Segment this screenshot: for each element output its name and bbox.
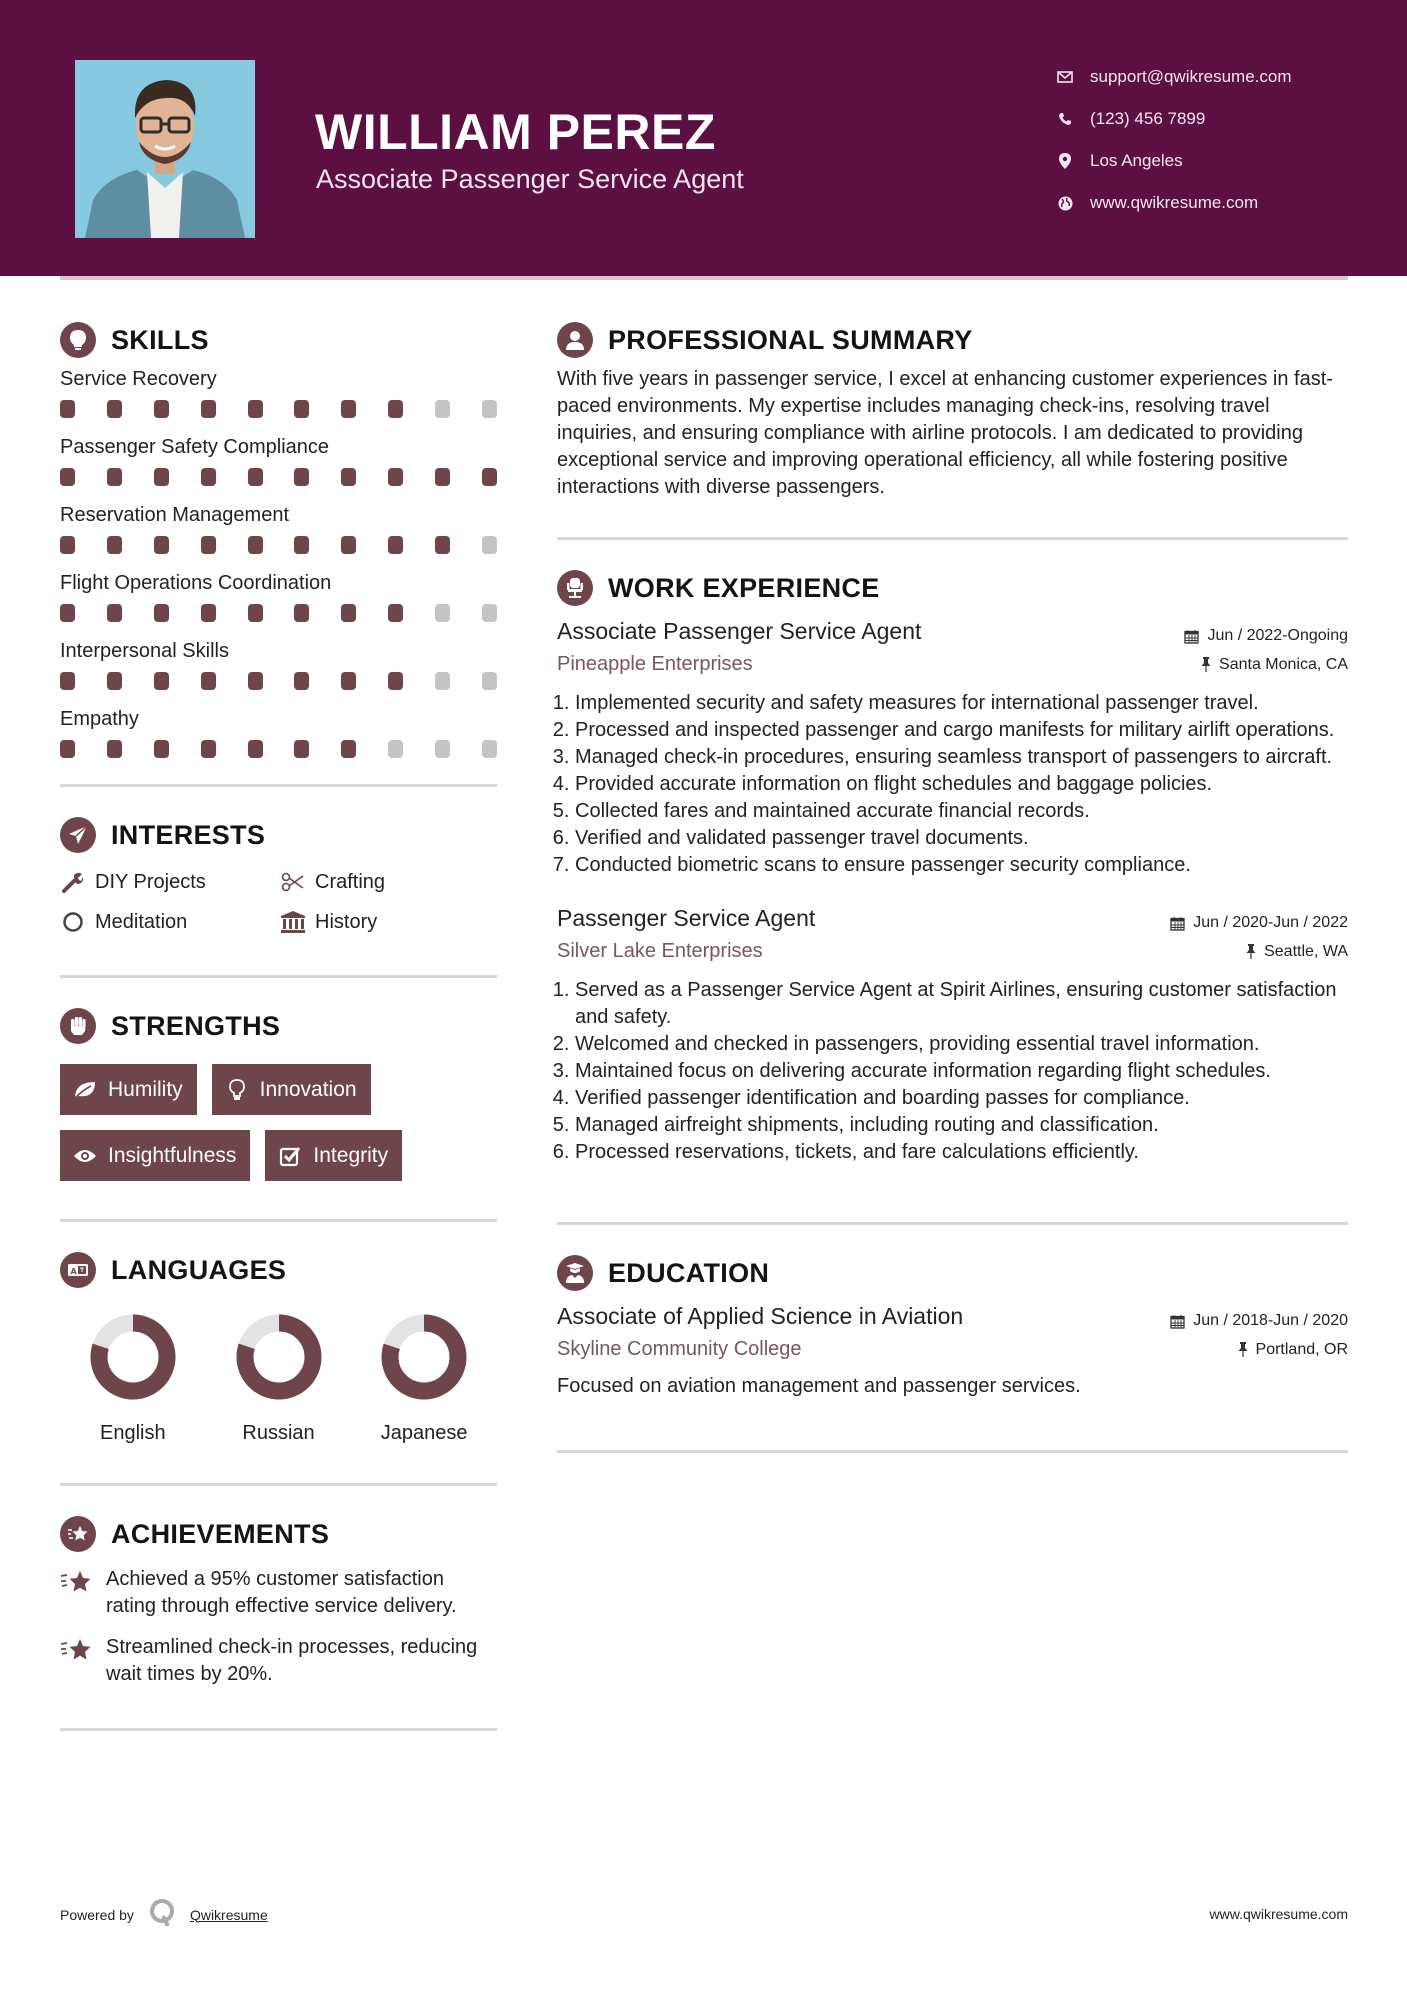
- header-divider: [60, 276, 1348, 280]
- section-divider: [60, 1728, 497, 1731]
- rating-dot-filled: [248, 468, 263, 486]
- job-duties: 1. Served as a Passenger Service Agent at Spirit Airlines, ensuring customer satisfaction and safety. 2. Welcomed and checked in passengers, providing essential travel information. 3. Maintained focus on delivering accurate information regarding flight schedules. 4. Verified passenger identification and boarding passes for compliance. 5. Managed airfreight shipments, including routing and classification. 6. Processed reservations, tickets, and fare calculations efficiently.: [557, 977, 1348, 1166]
- candidate-title: Associate Passenger Service Agent: [316, 164, 744, 194]
- rating-dot-filled: [107, 604, 122, 622]
- pushpin-icon: [1246, 944, 1256, 959]
- calendar-icon: [1170, 916, 1185, 931]
- skill-rating: [60, 536, 497, 554]
- skill-item: [60, 432, 497, 486]
- interests-section: [60, 817, 497, 935]
- summary-text: With five years in passenger service, I excel at enhancing customer experiences in fast-paced environments. My expertise includes managing check-ins, resolving travel inquiries, and ensuring compliance with airline protocols. I am dedicated to providing exceptional service and improving operational efficiency, all while fostering positive interactions with diverse passengers.: [557, 368, 1333, 498]
- languages-section: [60, 1252, 497, 1445]
- job-dates: Jun / 2022-Ongoing: [1184, 627, 1348, 645]
- education-location: Portland, OR: [1238, 1341, 1348, 1359]
- profile-photo: [75, 60, 255, 238]
- school-name: Skyline Community College: [557, 1338, 802, 1360]
- section-divider: [60, 975, 497, 978]
- rating-dot-filled: [60, 468, 75, 486]
- paper-plane-icon: [60, 817, 96, 853]
- rating-dot-filled: [248, 740, 263, 758]
- language-name: Russian: [242, 1422, 315, 1444]
- rating-dot-filled: [294, 740, 309, 758]
- rating-dot-filled: [60, 400, 75, 418]
- right-column: [557, 322, 1348, 1453]
- rating-dot-filled: [388, 468, 403, 486]
- language-proficiency-donut: [90, 1314, 176, 1400]
- rating-dot-filled: [388, 604, 403, 622]
- education-section: [557, 1255, 1348, 1398]
- skill-rating: [60, 468, 497, 486]
- job-title: Associate Passenger Service Agent: [557, 618, 922, 644]
- languages-heading: A LANGUAGES: [60, 1252, 497, 1288]
- job-location: Santa Monica, CA: [1201, 656, 1348, 674]
- achievement-item: Achieved a 95% customer satisfaction rating through effective service delivery.: [60, 1566, 497, 1620]
- location-text: Los Angeles: [1090, 151, 1183, 170]
- person-portrait-icon: [75, 60, 255, 238]
- star-icon: [60, 1566, 96, 1594]
- rating-dot-filled: [154, 740, 169, 758]
- languages-list: [60, 1314, 497, 1445]
- rating-dot-empty: [482, 536, 497, 554]
- rating-dot-filled: [201, 604, 216, 622]
- rating-dot-filled: [248, 672, 263, 690]
- rating-dot-filled: [154, 672, 169, 690]
- rating-dot-filled: [107, 672, 122, 690]
- raised-fist-icon: [60, 1008, 96, 1044]
- skill-item: [60, 364, 497, 418]
- calendar-icon: [1170, 1314, 1185, 1329]
- experience-heading: WORK EXPERIENCE: [557, 570, 1348, 606]
- education-description: Focused on aviation management and passenger services.: [557, 1375, 1081, 1397]
- phone-text: (123) 456 7899: [1090, 109, 1206, 128]
- rating-dot-filled: [248, 400, 263, 418]
- rating-dot-filled: [294, 672, 309, 690]
- phone-icon: [1055, 109, 1075, 129]
- graduate-icon: [557, 1255, 593, 1291]
- svg-text:A: A: [70, 1267, 77, 1276]
- strengths-list: [60, 1064, 497, 1181]
- experience-section: [557, 570, 1348, 1166]
- interest-item: Crafting: [280, 869, 480, 895]
- education-dates: Jun / 2018-Jun / 2020: [1170, 1312, 1348, 1330]
- rating-dot-filled: [294, 536, 309, 554]
- section-divider: [557, 1222, 1348, 1225]
- rating-dot-filled: [201, 740, 216, 758]
- rating-dot-filled: [341, 604, 356, 622]
- language-item: [206, 1314, 352, 1445]
- rating-dot-filled: [341, 400, 356, 418]
- skills-list: [60, 364, 497, 758]
- rating-dot-filled: [154, 468, 169, 486]
- website-text: www.qwikresume.com: [1090, 193, 1259, 212]
- pushpin-icon: [1201, 657, 1211, 672]
- job-duties: 1. Implemented security and safety measures for international passenger travel. 2. Processed and inspected passenger and cargo manifests for military airlift operations. 3. Managed check-in procedures, ensuring seamless transport of passengers to aircraft. 4. Provided accurate information on flight schedules and baggage policies. 5. Collected fares and maintained accurate financial records. 6. Verified and validated passenger travel documents. 7. Conducted biometric scans to ensure passenger security compliance.: [557, 690, 1348, 879]
- language-item: [351, 1314, 497, 1445]
- achievements-heading: ACHIEVEMENTS: [60, 1516, 497, 1552]
- achievements-section: [60, 1516, 497, 1688]
- rating-dot-filled: [341, 740, 356, 758]
- rating-dot-empty: [435, 672, 450, 690]
- language-item: [60, 1314, 206, 1445]
- rating-dot-filled: [60, 672, 75, 690]
- section-divider: [60, 784, 497, 787]
- skill-rating: [60, 672, 497, 690]
- rating-dot-filled: [201, 400, 216, 418]
- language-proficiency-donut: [381, 1314, 467, 1400]
- candidate-name: WILLIAM PEREZ: [315, 104, 716, 160]
- rating-dot-filled: [248, 536, 263, 554]
- skill-rating: [60, 604, 497, 622]
- rating-dot-filled: [201, 672, 216, 690]
- skill-rating: [60, 740, 497, 758]
- achievements-list: [60, 1566, 497, 1688]
- qwikresume-logo-icon: [148, 1898, 176, 1931]
- rating-dot-filled: [341, 536, 356, 554]
- rating-dot-filled: [60, 604, 75, 622]
- leaf-icon: [72, 1077, 98, 1103]
- rating-dot-filled: [201, 536, 216, 554]
- rating-dot-filled: [107, 536, 122, 554]
- envelope-icon: [1055, 67, 1075, 87]
- star-icon: [60, 1634, 96, 1662]
- pushpin-icon: [1238, 1342, 1248, 1357]
- skill-rating: [60, 400, 497, 418]
- job-entry: [557, 618, 1348, 879]
- museum-icon: [280, 909, 306, 935]
- company-name: Pineapple Enterprises: [557, 653, 753, 675]
- rating-dot-empty: [435, 604, 450, 622]
- company-name: Silver Lake Enterprises: [557, 940, 763, 962]
- checkbox-icon: [277, 1143, 303, 1169]
- section-divider: [557, 1450, 1348, 1453]
- job-entry: [557, 905, 1348, 1166]
- skill-item: [60, 568, 497, 622]
- rating-dot-empty: [482, 604, 497, 622]
- rating-dot-filled: [154, 604, 169, 622]
- rating-dot-filled: [201, 468, 216, 486]
- section-divider: [60, 1483, 497, 1486]
- rating-dot-filled: [388, 672, 403, 690]
- interest-item: History: [280, 909, 480, 935]
- qwikresume-link[interactable]: Qwikresume: [189, 1906, 268, 1923]
- rating-dot-empty: [435, 740, 450, 758]
- job-location: Seattle, WA: [1246, 943, 1348, 961]
- wrench-icon: [60, 869, 86, 895]
- skills-heading: SKILLS: [60, 322, 497, 358]
- map-pin-icon: [1055, 151, 1075, 171]
- rating-dot-filled: [154, 536, 169, 554]
- section-divider: [557, 537, 1348, 540]
- skill-name: Flight Operations Coordination: [60, 572, 332, 594]
- strength-badge: Integrity: [265, 1130, 402, 1181]
- calendar-icon: [1184, 629, 1199, 644]
- skill-name: Empathy: [60, 708, 139, 730]
- globe-icon: [1055, 193, 1075, 213]
- lightbulb-icon: [60, 322, 96, 358]
- strengths-heading: STRENGTHS: [60, 1008, 497, 1044]
- eye-icon: [72, 1143, 98, 1169]
- rating-dot-empty: [435, 400, 450, 418]
- education-entry: [557, 1303, 1348, 1398]
- language-name: English: [100, 1422, 166, 1444]
- rating-dot-empty: [388, 740, 403, 758]
- language-proficiency-donut: [236, 1314, 322, 1400]
- section-divider: [60, 1219, 497, 1222]
- rating-dot-filled: [154, 400, 169, 418]
- strength-badge: Innovation: [212, 1064, 371, 1115]
- rating-dot-filled: [294, 468, 309, 486]
- translate-icon: [60, 1252, 96, 1288]
- education-heading: EDUCATION: [557, 1255, 1348, 1291]
- rating-dot-filled: [107, 400, 122, 418]
- skills-section: [60, 322, 497, 758]
- strength-badge: Humility: [60, 1064, 197, 1115]
- achievement-item: Streamlined check-in processes, reducing wait times by 20%.: [60, 1634, 497, 1688]
- rating-dot-filled: [294, 604, 309, 622]
- interests-heading: INTERESTS: [60, 817, 497, 853]
- scissors-icon: [280, 869, 306, 895]
- rating-dot-filled: [60, 740, 75, 758]
- skill-name: Passenger Safety Compliance: [60, 436, 330, 458]
- footer-powered-by: Powered by Qwikresume: [60, 1898, 268, 1931]
- summary-section: [557, 322, 1348, 501]
- email-text: support@qwikresume.com: [1090, 67, 1292, 86]
- rating-dot-filled: [60, 536, 75, 554]
- contact-email[interactable]: [1055, 56, 1292, 98]
- skill-name: Interpersonal Skills: [60, 640, 229, 662]
- office-chair-icon: [557, 570, 593, 606]
- footer-website-link[interactable]: www.qwikresume.com: [1209, 1906, 1348, 1922]
- left-column: [60, 322, 497, 1731]
- rating-dot-filled: [388, 400, 403, 418]
- rating-dot-filled: [107, 468, 122, 486]
- contact-phone[interactable]: [1055, 98, 1292, 140]
- contact-website[interactable]: [1055, 182, 1292, 224]
- job-dates: Jun / 2020-Jun / 2022: [1170, 914, 1348, 932]
- strengths-section: [60, 1008, 497, 1181]
- resume-header: [0, 0, 1407, 276]
- language-name: Japanese: [380, 1422, 468, 1444]
- rating-dot-empty: [482, 740, 497, 758]
- rating-dot-filled: [341, 672, 356, 690]
- skill-item: [60, 704, 497, 758]
- lightbulb-icon: [224, 1077, 250, 1103]
- rating-dot-filled: [341, 468, 356, 486]
- star-badge-icon: [60, 1516, 96, 1552]
- contact-list: [1055, 56, 1292, 224]
- rating-dot-filled: [435, 468, 450, 486]
- rating-dot-empty: [482, 672, 497, 690]
- interest-item: DIY Projects: [60, 869, 280, 895]
- skill-name: Reservation Management: [60, 504, 290, 526]
- rating-dot-filled: [435, 536, 450, 554]
- degree-title: Associate of Applied Science in Aviation: [557, 1303, 964, 1329]
- skill-item: [60, 636, 497, 690]
- skill-item: [60, 500, 497, 554]
- summary-heading: PROFESSIONAL SUMMARY: [557, 322, 1348, 358]
- rating-dot-filled: [107, 740, 122, 758]
- user-icon: [557, 322, 593, 358]
- interest-item: Meditation: [60, 909, 280, 935]
- rating-dot-filled: [248, 604, 263, 622]
- strength-badge: Insightfulness: [60, 1130, 250, 1181]
- circle-icon: [60, 909, 86, 935]
- rating-dot-filled: [388, 536, 403, 554]
- rating-dot-empty: [482, 400, 497, 418]
- rating-dot-filled: [294, 400, 309, 418]
- contact-location: [1055, 140, 1292, 182]
- job-title: Passenger Service Agent: [557, 905, 816, 931]
- skill-name: Service Recovery: [60, 368, 217, 390]
- rating-dot-filled: [482, 468, 497, 486]
- interests-list: [60, 869, 497, 935]
